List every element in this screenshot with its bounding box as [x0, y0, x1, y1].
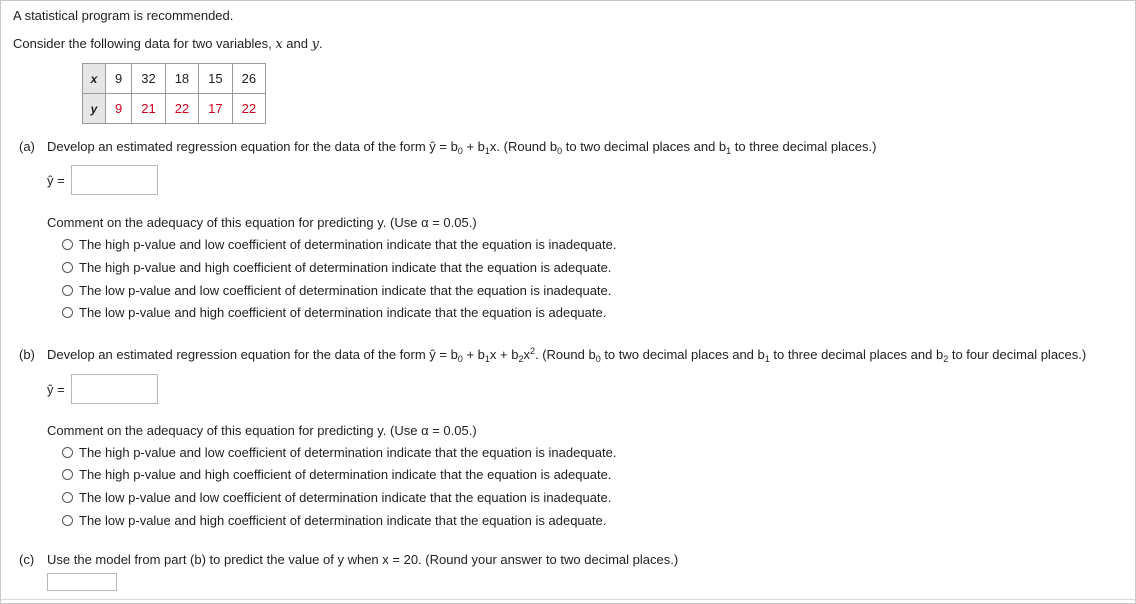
part-a-option-2[interactable] [62, 260, 611, 275]
part-a-comment: Comment on the adequacy of this equation for predicting y. (Use α = 0.05.) [47, 215, 477, 230]
y-cell: 22 [165, 94, 198, 124]
data-table [82, 63, 266, 124]
option-label: The low p-value and high coefficient of determination indicate that the equation is adequate. [79, 305, 607, 320]
part-b-answer-input[interactable] [71, 374, 158, 404]
radio-button[interactable] [62, 307, 73, 318]
option-label: The high p-value and high coefficient of determination indicate that the equation is adequate. [79, 467, 612, 482]
radio-button[interactable] [62, 447, 73, 458]
bottom-divider [1, 599, 1135, 600]
part-b-option-3[interactable] [62, 490, 611, 505]
x-cell: 9 [106, 64, 132, 94]
intro-question: Consider the following data for two variables, x and y. [13, 36, 323, 52]
y-cell: 21 [132, 94, 165, 124]
part-c-label: (c) [19, 552, 35, 567]
part-a-yhat-label: ŷ = [47, 173, 65, 188]
x-row [83, 64, 266, 94]
option-label: The high p-value and high coefficient of determination indicate that the equation is adequate. [79, 260, 612, 275]
option-label: The low p-value and low coefficient of determination indicate that the equation is inadequate. [79, 490, 612, 505]
radio-button[interactable] [62, 492, 73, 503]
part-c-answer-input[interactable] [47, 573, 117, 591]
part-b-yhat-label: ŷ = [47, 382, 65, 397]
option-label: The high p-value and low coefficient of determination indicate that the equation is inadequate. [79, 445, 617, 460]
option-label: The low p-value and high coefficient of determination indicate that the equation is adequate. [79, 513, 607, 528]
intro-statement: A statistical program is recommended. [13, 8, 234, 23]
y-cell: 17 [199, 94, 232, 124]
part-b-option-2[interactable] [62, 467, 611, 482]
part-b-comment: Comment on the adequacy of this equation for predicting y. (Use α = 0.05.) [47, 423, 477, 438]
radio-button[interactable] [62, 285, 73, 296]
radio-button[interactable] [62, 262, 73, 273]
y-header: y [83, 94, 106, 124]
part-b-option-1[interactable] [62, 445, 616, 460]
x-cell: 26 [232, 64, 265, 94]
y-row [83, 94, 266, 124]
part-a-answer-input[interactable] [71, 165, 158, 195]
option-label: The low p-value and low coefficient of determination indicate that the equation is inadequate. [79, 283, 612, 298]
part-a-option-4[interactable] [62, 305, 606, 320]
part-a-label: (a) [19, 139, 35, 154]
x-cell: 18 [165, 64, 198, 94]
option-label: The high p-value and low coefficient of determination indicate that the equation is inadequate. [79, 237, 617, 252]
y-cell: 22 [232, 94, 265, 124]
part-b-option-4[interactable] [62, 513, 606, 528]
x-header: x [83, 64, 106, 94]
part-a-option-1[interactable] [62, 237, 616, 252]
part-a-question: Develop an estimated regression equation for the data of the form ŷ = $b_0 + b_1x$. (Round $b_0$ to two decimal places and $b_1$ to three decimal places.) [47, 139, 877, 156]
radio-button[interactable] [62, 469, 73, 480]
x-cell: 15 [199, 64, 232, 94]
y-cell: 9 [106, 94, 132, 124]
radio-button[interactable] [62, 239, 73, 250]
part-b-label: (b) [19, 347, 35, 362]
radio-button[interactable] [62, 515, 73, 526]
part-b-question: Develop an estimated regression equation for the data of the form ŷ = $b_0 + b_1x + b_2x^2$. (Round $b_0$ to two decimal places and $b_1$ to three decimal places and $b_2$ to four decimal places.) [47, 346, 1087, 364]
x-cell: 32 [132, 64, 165, 94]
part-c-question: Use the model from part (b) to predict the value of y when x = 20. (Round your answer to two decimal places.) [47, 552, 679, 567]
part-a-option-3[interactable] [62, 283, 611, 298]
